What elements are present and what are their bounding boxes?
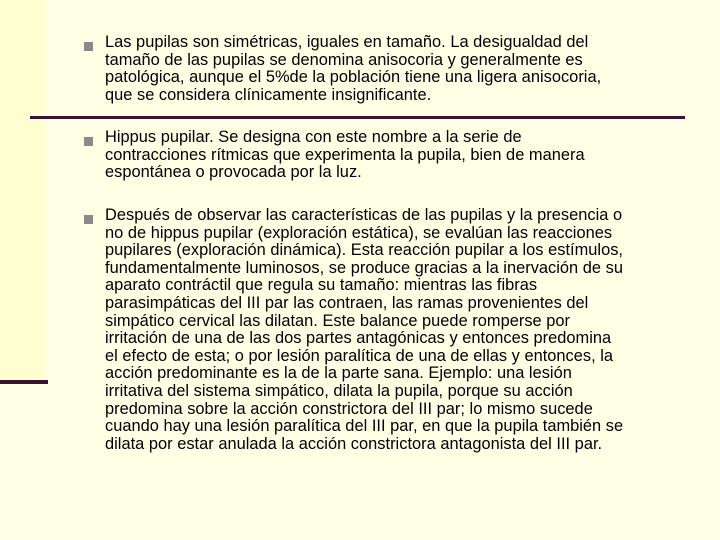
text-line: parasimpáticas del III par las contraen, las ramas provenientes del bbox=[105, 293, 589, 312]
text-line: espontánea o provocada por la luz. bbox=[105, 163, 362, 182]
left-accent-rule bbox=[0, 380, 48, 384]
paragraph-anisocoria bbox=[105, 34, 677, 104]
text-line: contracciones rítmicas que experimenta la pupila, bien de manera bbox=[105, 145, 585, 164]
text-line: tamaño de las pupilas se denomina anisocoria y generalmente es bbox=[105, 50, 583, 69]
square-bullet-icon bbox=[84, 137, 93, 146]
text-line: Hippus pupilar. Se designa con este nombre a la serie de bbox=[105, 128, 522, 146]
square-bullet-icon bbox=[84, 42, 93, 51]
text-line: aparato contráctil que regula su tamaño: mientras las fibras bbox=[105, 276, 538, 295]
text-line: acción predominante es la de la parte sana. Ejemplo: una lesión bbox=[105, 364, 572, 383]
paragraph-hippus bbox=[105, 129, 677, 182]
text-line: que se considera clínicamente insignificante. bbox=[105, 85, 432, 104]
text-line: Las pupilas son simétricas, iguales en tamaño. La desigualdad del bbox=[105, 33, 589, 51]
text-line: Después de observar las características de las pupilas y la presencia o bbox=[105, 206, 623, 224]
text-line: pupilares (exploración dinámica). Esta reacción pupilar a los estímulos, bbox=[105, 241, 623, 260]
text-line: predomina sobre la acción constrictora del III par; lo mismo sucede bbox=[105, 399, 593, 418]
bullet-marker-1 bbox=[84, 37, 99, 51]
text-line: irritativa del sistema simpático, dilata la pupila, porque su acción bbox=[105, 381, 573, 400]
text-line: dilata por estar anulada la acción constrictora antagonista del III par. bbox=[105, 434, 603, 453]
left-accent-panel bbox=[0, 0, 46, 380]
square-bullet-icon bbox=[84, 215, 93, 224]
text-line: irritación de una de las dos partes antagónicas y entonces predomina bbox=[105, 329, 612, 348]
text-line: patológica, aunque el 5%de la población tiene una ligera anisocoria, bbox=[105, 68, 602, 87]
bullet-marker-3 bbox=[84, 210, 99, 224]
paragraph-pupillary-reactions bbox=[105, 207, 677, 453]
bullet-marker-2 bbox=[84, 132, 99, 146]
text-line: el efecto de esta; o por lesión paralítica de una de ellas y entonces, la bbox=[105, 346, 614, 365]
text-line: no de hippus pupilar (exploración estática), se evalúan las reacciones bbox=[105, 223, 613, 242]
text-line: fundamentalmente luminosos, se produce gracias a la inervación de su bbox=[105, 258, 623, 277]
text-line: simpático cervical las dilatan. Este balance puede romperse por bbox=[105, 311, 570, 330]
horizontal-divider bbox=[30, 116, 685, 119]
text-line: cuando hay una lesión paralítica del III par, en que la pupila también se bbox=[105, 417, 624, 436]
